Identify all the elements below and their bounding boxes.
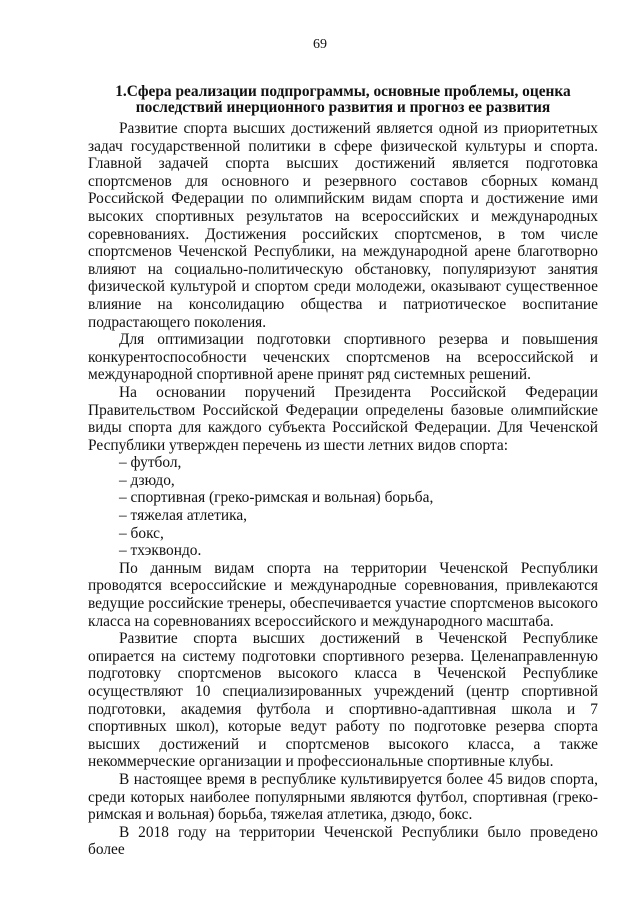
document-body [88, 120, 598, 859]
list-item: – бокс, [119, 524, 164, 542]
list-item: – тхэквондо. [119, 542, 202, 560]
section-heading [88, 84, 598, 116]
list-item: – тяжелая атлетика, [119, 507, 248, 525]
paragraph-2018-events: В 2018 году на территории Чеченской Республики было проведено более [88, 823, 598, 859]
paragraph-competitions: По данным видам спорта на территории Чеченской Республики проводятся всероссийские и международные соревнования, привлекаются ведущие российские тренеры, обеспечивается участие спортсменов высокого класса на соревнованиях всероссийского и международного масштаба. [88, 559, 598, 630]
section-heading-line-1: 1.Сфера реализации подпрограммы, основные проблемы, оценка [115, 83, 571, 100]
paragraph-high-performance-sport: Развитие спорта высших достижений является одной из приоритетных задач государственной политики в сфере физической культуры и спорта. Главной задачей спорта высших достижений является подготовка спортсменов для основного и резервного составов сборных команд Российской Федерации по олимпийским видам спорта и достижение ими высоких спортивных результатов на всероссийских и международных соревнованиях. Достижения российских спортсменов, в том числе спортсменов Чеченской Республики, на международной арене благотворно влияют на социально-политическую обстановку, популяризуют занятия физической культурой и спортом среди молодежи, оказывают существенное влияние на консолидацию общества и патриотическое воспитание подрастающего поколения. [88, 120, 598, 331]
paragraph-reserve-system: Развитие спорта высших достижений в Чеченской Республике опирается на систему подготовки спортивного резерва. Целенаправленную подготовку спортсменов высокого класса в Чеченской Республике осуществляют 10 специализированных учреждений (центр спортивной подготовки, академия футбола и спортивно-адаптивная школа и 7 спортивных школ), которые ведут работу по подготовке резерва спорта высших достижений и спортсменов высокого класса, а также некоммерческие организации и профессиональные спортивные клубы. [88, 630, 598, 771]
paragraph-popular-sports: В настоящее время в республике культивируется более 45 видов спорта, среди которых наиболее популярными являются футбол, спортивная (греко-римская и вольная) борьба, тяжелая атлетика, дзюдо, бокс. [88, 770, 598, 824]
paragraph-reserve-optimization: Для оптимизации подготовки спортивного резерва и повышения конкурентоспособности чеченских спортсменов на всероссийской и международной спортивной арене принят ряд системных решений. [88, 331, 598, 384]
page-number: 69 [313, 37, 327, 52]
list-item: – дзюдо, [119, 471, 175, 489]
sports-list [88, 454, 598, 560]
list-item: – спортивная (греко-римская и вольная) борьба, [119, 489, 434, 507]
section-heading-line-2: последствий инерционного развития и прогноз ее развития [135, 99, 551, 116]
paragraph-base-sports: На основании поручений Президента Российской Федерации Правительством Российской Федерации определены базовые олимпийские виды спорта для каждого субъекта Российской Федерации. Для Чеченской Республики утвержден перечень из шести летних видов спорта: [88, 383, 598, 454]
list-item: – футбол, [119, 454, 182, 472]
